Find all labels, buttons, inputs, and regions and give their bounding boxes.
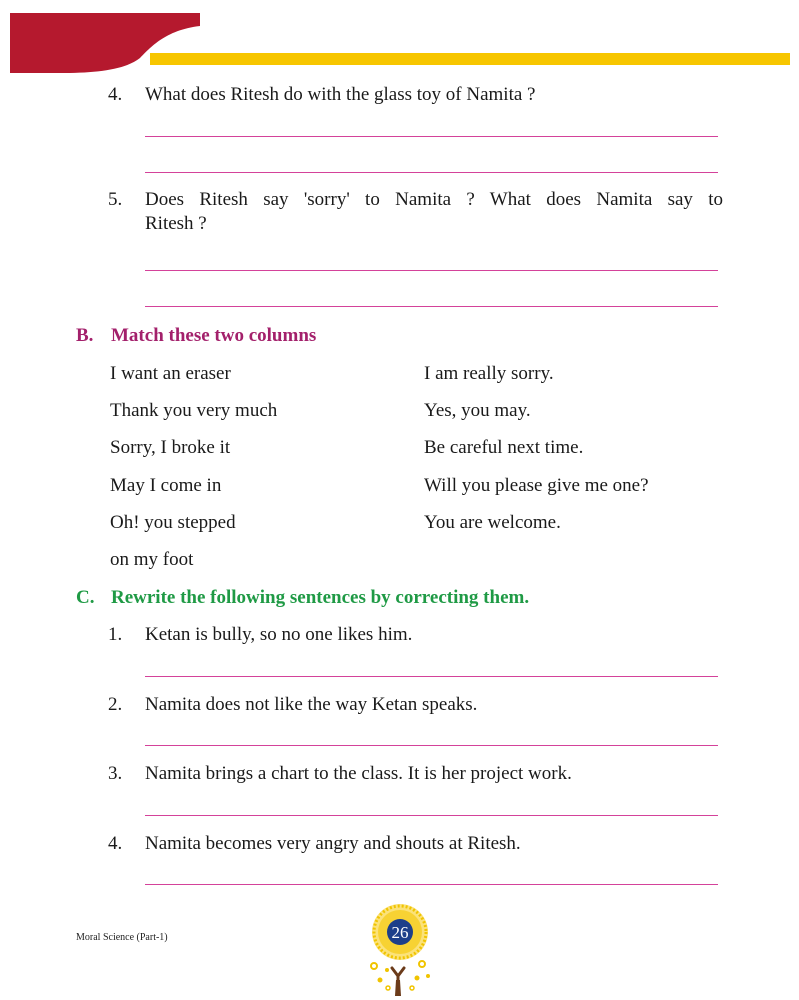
rewrite-2-number: 2. (108, 694, 123, 715)
answer-line[interactable] (145, 884, 718, 885)
rewrite-3-number: 3. (108, 763, 123, 784)
match-left-item: May I come in (110, 475, 222, 496)
header-decoration (0, 0, 799, 80)
section-b-title: Match these two columns (111, 325, 317, 346)
section-c-letter: C. (76, 587, 95, 608)
answer-line[interactable] (145, 136, 718, 137)
match-left-item: Thank you very much (110, 400, 278, 421)
question-5-text-line2: Ritesh ? (145, 213, 207, 234)
match-right-item: Will you please give me one? (424, 475, 649, 496)
section-b-letter: B. (76, 325, 94, 346)
rewrite-4-number: 4. (108, 833, 123, 854)
question-4-text: What does Ritesh do with the glass toy of Namita ? (145, 84, 536, 105)
page-number-badge (362, 900, 438, 996)
rewrite-1-text: Ketan is bully, so no one likes him. (145, 624, 413, 645)
match-right-item: I am really sorry. (424, 363, 554, 384)
match-left-item: Oh! you stepped (110, 512, 236, 533)
answer-line[interactable] (145, 676, 718, 677)
answer-line[interactable] (145, 745, 718, 746)
question-4-number: 4. (108, 84, 123, 105)
rewrite-4-text: Namita becomes very angry and shouts at Ritesh. (145, 833, 521, 854)
question-5-text-line1: Does Ritesh say 'sorry' to Namita ? What does Namita say to (145, 189, 723, 210)
footer-book-title: Moral Science (Part-1) (76, 932, 168, 943)
page-number: 26 (391, 923, 409, 942)
question-5-number: 5. (108, 189, 123, 210)
match-left-item: Sorry, I broke it (110, 437, 231, 458)
answer-line[interactable] (145, 270, 718, 271)
rewrite-1-number: 1. (108, 624, 123, 645)
match-left-item: on my foot (110, 549, 194, 570)
match-right-item: Be careful next time. (424, 437, 584, 458)
rewrite-2-text: Namita does not like the way Ketan speaks. (145, 694, 478, 715)
tree-icon (371, 961, 430, 996)
header-yellow-stripe (150, 53, 790, 65)
answer-line[interactable] (145, 306, 718, 307)
match-left-item: I want an eraser (110, 363, 231, 384)
section-c-title: Rewrite the following sentences by correcting them. (111, 587, 530, 608)
match-right-item: You are welcome. (424, 512, 561, 533)
match-right-item: Yes, you may. (424, 400, 531, 421)
answer-line[interactable] (145, 172, 718, 173)
rewrite-3-text: Namita brings a chart to the class. It is her project work. (145, 763, 572, 784)
answer-line[interactable] (145, 815, 718, 816)
